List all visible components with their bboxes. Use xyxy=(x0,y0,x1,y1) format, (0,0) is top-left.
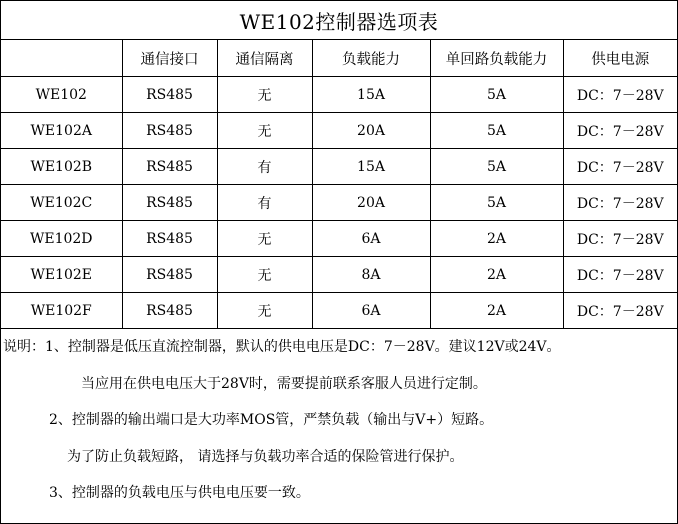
note-line: 当应用在供电电压大于28V时，需要提前联系客服人员进行定制。 xyxy=(81,375,487,392)
cell-interface: RS485 xyxy=(122,185,217,221)
table-row xyxy=(1,293,677,329)
cell-model: WE102A xyxy=(1,113,122,149)
note-line: 说明：1、控制器是低压直流控制器，默认的供电电压是DC：7－28V。建议12V或24V。 xyxy=(3,339,561,355)
cell-isolation: 无 xyxy=(217,77,312,113)
header-cell-power: 供电电源 xyxy=(563,40,677,77)
cell-interface: RS485 xyxy=(122,221,217,257)
table-row xyxy=(1,113,677,149)
cell-isolation: 有 xyxy=(217,149,312,185)
table-row xyxy=(1,257,677,293)
header-cell-model xyxy=(1,40,122,77)
cell-power: DC：7－28V xyxy=(563,185,677,221)
cell-model: WE102C xyxy=(1,185,122,221)
cell-load: 6A xyxy=(312,293,430,329)
header-cell-interface: 通信接口 xyxy=(122,40,217,77)
cell-single-load: 2A xyxy=(430,221,563,257)
cell-model: WE102F xyxy=(1,293,122,329)
cell-load: 20A xyxy=(312,185,430,221)
header-cell-isolation: 通信隔离 xyxy=(217,40,312,77)
table-row xyxy=(1,185,677,221)
cell-single-load: 5A xyxy=(430,77,563,113)
cell-single-load: 5A xyxy=(430,185,563,221)
table-row xyxy=(1,149,677,185)
note-line: 3、控制器的负载电压与供电电压要一致。 xyxy=(49,485,310,501)
cell-isolation: 无 xyxy=(217,293,312,329)
cell-load: 20A xyxy=(312,113,430,149)
cell-interface: RS485 xyxy=(122,293,217,329)
cell-single-load: 2A xyxy=(430,293,563,329)
header-cell-single-load: 单回路负载能力 xyxy=(430,40,563,77)
cell-interface: RS485 xyxy=(122,149,217,185)
cell-isolation: 有 xyxy=(217,185,312,221)
options-table xyxy=(1,40,677,329)
cell-single-load: 5A xyxy=(430,113,563,149)
cell-model: WE102 xyxy=(1,77,122,113)
table-row xyxy=(1,221,677,257)
cell-load: 8A xyxy=(312,257,430,293)
cell-model: WE102E xyxy=(1,257,122,293)
cell-load: 15A xyxy=(312,149,430,185)
cell-single-load: 2A xyxy=(430,257,563,293)
cell-isolation: 无 xyxy=(217,221,312,257)
cell-power: DC：7－28V xyxy=(563,257,677,293)
cell-model: WE102B xyxy=(1,149,122,185)
table-title: WE102控制器选项表 xyxy=(1,1,677,40)
cell-power: DC：7－28V xyxy=(563,149,677,185)
cell-single-load: 5A xyxy=(430,149,563,185)
cell-load: 15A xyxy=(312,77,430,113)
cell-isolation: 无 xyxy=(217,113,312,149)
cell-isolation: 无 xyxy=(217,257,312,293)
note-line: 2、控制器的输出端口是大功率MOS管，严禁负载（输出与V+）短路。 xyxy=(49,412,494,428)
notes-section xyxy=(1,329,677,512)
cell-interface: RS485 xyxy=(122,257,217,293)
cell-interface: RS485 xyxy=(122,113,217,149)
table-row xyxy=(1,77,677,113)
cell-interface: RS485 xyxy=(122,77,217,113)
header-cell-load: 负载能力 xyxy=(312,40,430,77)
cell-power: DC：7－28V xyxy=(563,293,677,329)
cell-power: DC：7－28V xyxy=(563,77,677,113)
cell-model: WE102D xyxy=(1,221,122,257)
note-line: 为了防止负载短路， 请选择与负载功率合适的保险管进行保护。 xyxy=(67,448,464,465)
cell-power: DC：7－28V xyxy=(563,221,677,257)
cell-load: 6A xyxy=(312,221,430,257)
cell-power: DC：7－28V xyxy=(563,113,677,149)
header-row xyxy=(1,40,677,77)
